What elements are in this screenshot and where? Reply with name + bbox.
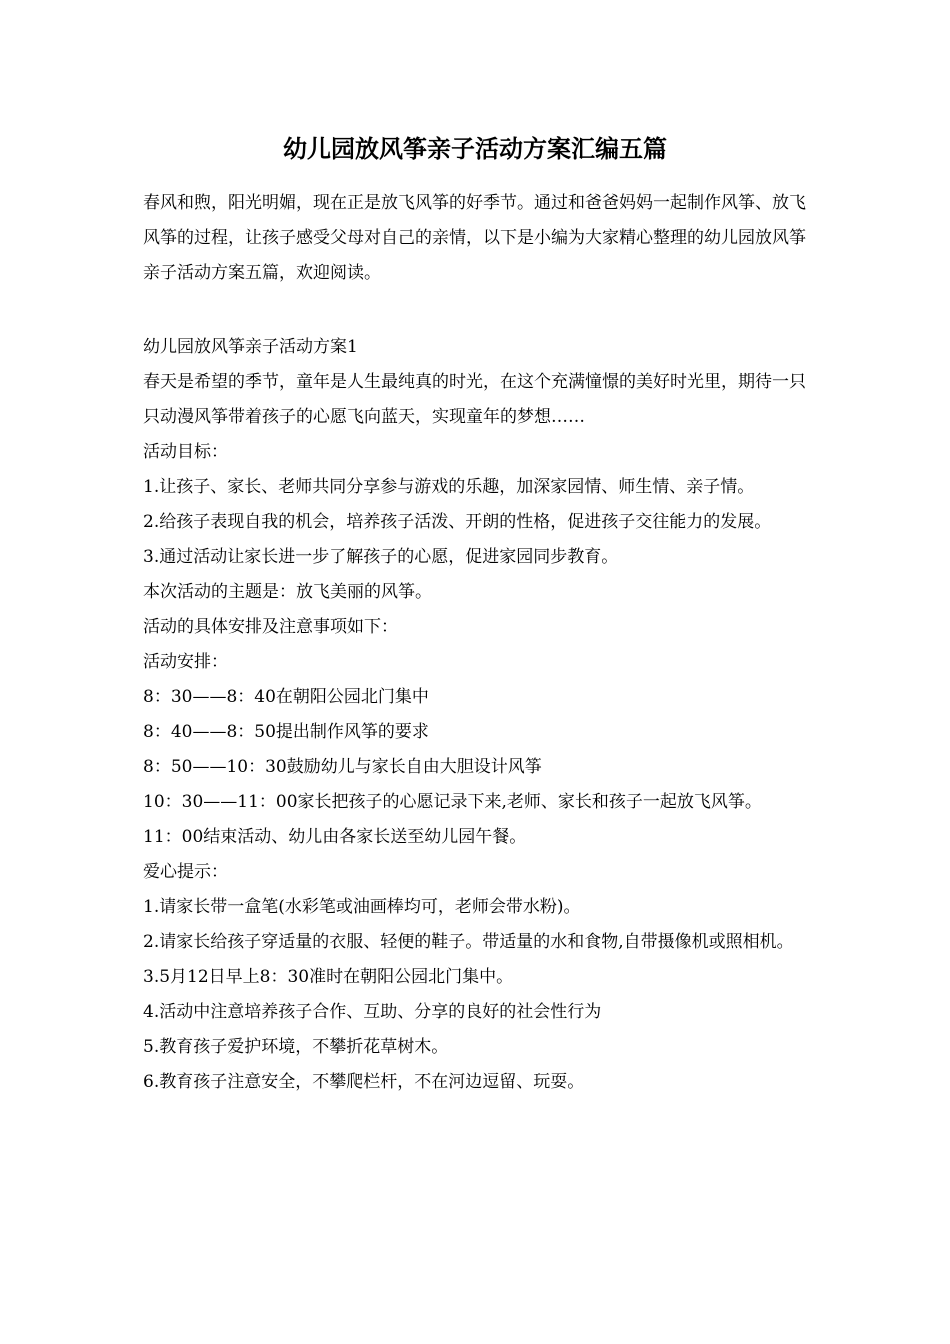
schedule-label: 活动安排： xyxy=(143,652,228,672)
theme-line: 本次活动的主题是：放飞美丽的风筝。 xyxy=(143,582,432,602)
tips-label: 爱心提示： xyxy=(143,862,228,882)
schedule-item-4: 10：30——11：00家长把孩子的心愿记录下来,老师、家长和孩子一起放飞风筝。 xyxy=(143,792,762,812)
arrangement-intro: 活动的具体安排及注意事项如下： xyxy=(143,617,398,637)
document-title: 幼儿园放风筝亲子活动方案汇编五篇 xyxy=(283,134,667,163)
section-1 xyxy=(143,330,819,1100)
paragraph-spring: 春天是希望的季节，童年是人生最纯真的时光，在这个充满憧憬的美好时光里，期待一只只动漫风筝带着孩子的心愿飞向蓝天，实现童年的梦想…… xyxy=(143,372,806,427)
tip-item-2: 2.请家长给孩子穿适量的衣服、轻便的鞋子。带适量的水和食物,自带摄像机或照相机。 xyxy=(143,932,794,952)
tip-item-4: 4.活动中注意培养孩子合作、互助、分享的良好的社会性行为 xyxy=(143,1002,602,1022)
tip-item-6: 6.教育孩子注意安全，不攀爬栏杆，不在河边逗留、玩耍。 xyxy=(143,1072,585,1092)
schedule-item-1: 8：30——8：40在朝阳公园北门集中 xyxy=(143,687,429,707)
tip-item-5: 5.教育孩子爱护环境，不攀折花草树木。 xyxy=(143,1037,449,1057)
tip-item-3: 3.5月12日早上8：30准时在朝阳公园北门集中。 xyxy=(143,967,514,987)
goal-item-1: 1.让孩子、家长、老师共同分享参与游戏的乐趣，加深家园情、师生情、亲子情。 xyxy=(143,477,755,497)
goal-item-2: 2.给孩子表现自我的机会，培养孩子活泼、开朗的性格，促进孩子交往能力的发展。 xyxy=(143,512,772,532)
intro-paragraph: 春风和煦，阳光明媚，现在正是放飞风筝的好季节。通过和爸爸妈妈一起制作风筝、放飞风筝的过程，让孩子感受父母对自己的亲情，以下是小编为大家精心整理的幼儿园放风筝亲子活动方案五篇，欢迎阅读。 xyxy=(143,193,806,283)
goal-item-3: 3.通过活动让家长进一步了解孩子的心愿，促进家园同步教育。 xyxy=(143,547,619,567)
schedule-item-3: 8：50——10：30鼓励幼儿与家长自由大胆设计风筝 xyxy=(143,757,542,777)
schedule-item-5: 11：00结束活动、幼儿由各家长送至幼儿园午餐。 xyxy=(143,827,527,847)
tip-item-1: 1.请家长带一盒笔(水彩笔或油画棒均可，老师会带水粉)。 xyxy=(143,897,581,917)
section-heading: 幼儿园放风筝亲子活动方案1 xyxy=(143,337,358,357)
goals-label: 活动目标： xyxy=(143,442,228,462)
schedule-item-2: 8：40——8：50提出制作风筝的要求 xyxy=(143,722,429,742)
